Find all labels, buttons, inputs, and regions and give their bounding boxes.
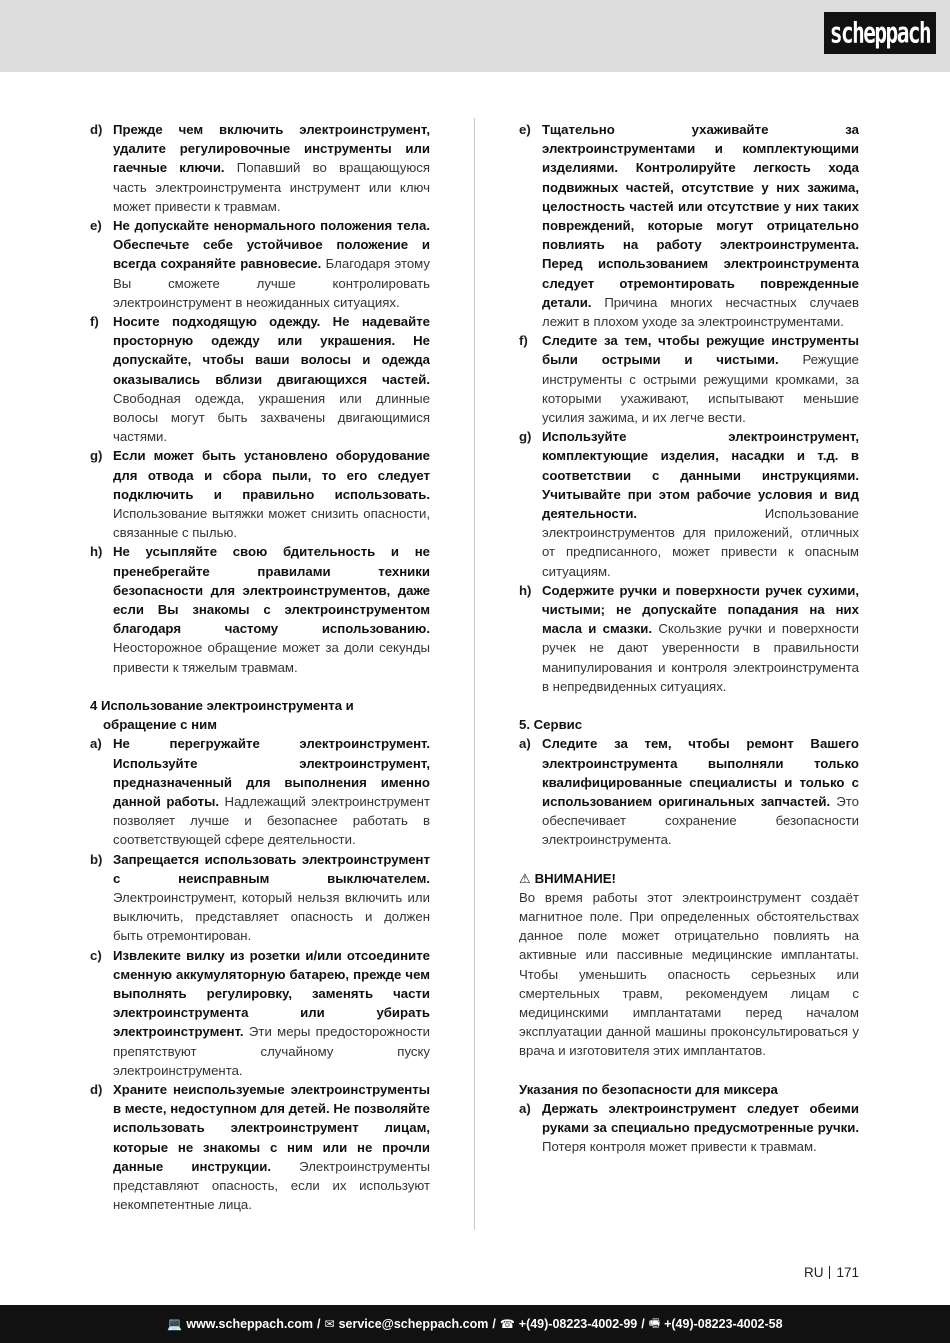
logo-text: scheppach (829, 16, 931, 50)
list-item: b) Запрещается использовать электроинструмент с неисправным выключателем. Электроинструмент, который нельзя включить или выключить, представляет опасность и должен быть отремонтирован. (90, 851, 430, 944)
section-4-heading: 4 Использование электроинструмента и обращение с ним (90, 697, 354, 733)
warning-text: Во время работы этот электроинструмент создаёт магнитное поле. При определенных обстоятельствах данное поле может отрицательно повлиять на активные или пассивные медицинские имплантаты. Чтобы уменьшить опасность серьезных или смертельных травм, рекомендуем лицам с медицинскими имплантатами перед началом эксплуатации данной машины проконсультироваться у врача и изготовителя этих имплантатов. (519, 889, 859, 1059)
mixer-safety-heading: Указания по безопасности для миксера (519, 1081, 778, 1097)
list-item: a) Не перегружайте электроинструмент. Используйте электроинструмент, предназначенный для выполнения именно данной работы. Надлежащий электроинструмент позволяет лучше и безопаснее работать в соответствующей сфере деятельности. (90, 736, 431, 848)
section-5-heading: 5. Сервис (519, 717, 583, 733)
right-column (519, 120, 859, 1156)
warning-heading (519, 869, 859, 888)
list-item: d) Храните неиспользуемые электроинструменты в месте, недоступном для детей. Не позволяйте использовать электроинструмент лицам, которые не знакомы с ним или не прочли данные инструкции. Электроинструменты представляют опасность, если их используют некомпетентные лица. (90, 1081, 430, 1213)
language-code: RU (803, 1265, 824, 1280)
list-item: g) Используйте электроинструмент, комплектующие изделия, насадки и т.д. в соответствии с данными инструкциями. Учитывайте при этом рабочие условия и вид деятельности. Использование электроинструментов для приложений, отличных от предписанного, может привести к опасным ситуациям. (519, 429, 859, 579)
left-column (90, 120, 430, 1214)
website-link[interactable]: www.scheppach.com (186, 1317, 314, 1331)
list-item: g) Если может быть установлено оборудование для отвода и сбора пыли, то его следует подключить и правильно использовать. Использование вытяжки может снизить опасности, связанные с пылью. (90, 448, 430, 541)
scheppach-logo (824, 12, 936, 54)
header-bar (0, 0, 950, 72)
warning-triangle-icon: ⚠ (519, 870, 531, 886)
list-item: f) Следите за тем, чтобы режущие инструменты были острыми и чистыми. Режущие инструменты с острыми режущими кромками, за которыми ухаживают, испытывают меньшие усилия зажима, и их легче вести. (519, 333, 859, 426)
phone-number[interactable]: +(49)-08223-4002-99 (518, 1317, 638, 1331)
computer-icon: 💻 (167, 1317, 183, 1331)
phone-icon: ☎ (499, 1317, 515, 1331)
list-item: h) Содержите ручки и поверхности ручек сухими, чистыми; не допускайте попадания на них масла и смазки. Скользкие ручки и поверхности ручек не дают уверенности в правильности манипулирования и контроля электроинструмента в непредвиденных ситуациях. (519, 582, 859, 694)
column-divider (474, 118, 475, 1230)
warning-title: ВНИМАНИЕ! (534, 870, 616, 886)
list-item: h) Не усыпляйте свою бдительность и не пренебрегайте правилами техники безопасности для электроинструментов, даже если Вы знакомы с электроинструментом благодаря частому использованию. Неосторожное обращение может за доли секунды привести к тяжелым травмам. (90, 544, 430, 675)
footer-bar: 💻 www.scheppach.com / ✉ service@scheppach.com / ☎ +(49)-08223-4002-99 / 🖷 +(49)-08223-4002-58 (0, 1305, 950, 1343)
list-item: d) Прежде чем включить электроинструмент, удалите регулировочные инструменты или гаечные ключи. Попавший во вращающуюся часть электроинструмента инструмент или ключ может привести к травмам. (90, 122, 430, 214)
list-item: a) Следите за тем, чтобы ремонт Вашего электроинструмента выполняли только квалифицированные специалисты и только с использованием оригинальных запчастей. Это обеспечивает сохранение безопасности электроинструмента. (519, 736, 859, 848)
page-number (804, 1265, 859, 1280)
fax-number[interactable]: +(49)-08223-4002-58 (664, 1317, 783, 1331)
list-item: e) Не допускайте ненормального положения тела. Обеспечьте себе устойчивое положение и всегда сохраняйте равновесие. Благодаря этому Вы сможете лучше контролировать электроинструмент в неожиданных ситуациях. (90, 218, 430, 310)
list-item: f) Носите подходящую одежду. Не надевайте просторную одежду или украшения. Не допускайте, чтобы ваши волосы и одежда оказывались вблизи двигающихся частей. Свободная одежда, украшения или длинные волосы могут быть захвачены двигающимися частями. (90, 314, 430, 445)
list-item: c) Извлеките вилку из розетки и/или отсоедините сменную аккумуляторную батарею, прежде чем выполнять регулировку, заменять части электроинструмента или убирать электроинструмент. Эти меры предосторожности препятствуют случайному пуску электроинструмента. (90, 947, 430, 1078)
page-number-value: 171 (836, 1265, 859, 1280)
mail-icon: ✉ (324, 1317, 335, 1331)
email-link[interactable]: service@scheppach.com (338, 1317, 489, 1331)
fax-icon: 🖷 (648, 1315, 661, 1330)
list-item: a) Держать электроинструмент следует обеими руками за специально предусмотренные ручки. Потеря контроля может привести к травмам. (519, 1100, 859, 1155)
list-item: e) Тщательно ухаживайте за электроинструментами и комплектующими изделиями. Контролируйте легкость хода подвижных частей, отсутствие у них зажима, целостность частей или отсутствие у них таких повреждений, которые могут отрицательно повлиять на работу электроинструмента. Перед использованием электроинструмента следует отремонтировать поврежденные детали. Причина многих несчастных случаев лежит в плохом уходе за электроинструментами. (519, 122, 859, 330)
